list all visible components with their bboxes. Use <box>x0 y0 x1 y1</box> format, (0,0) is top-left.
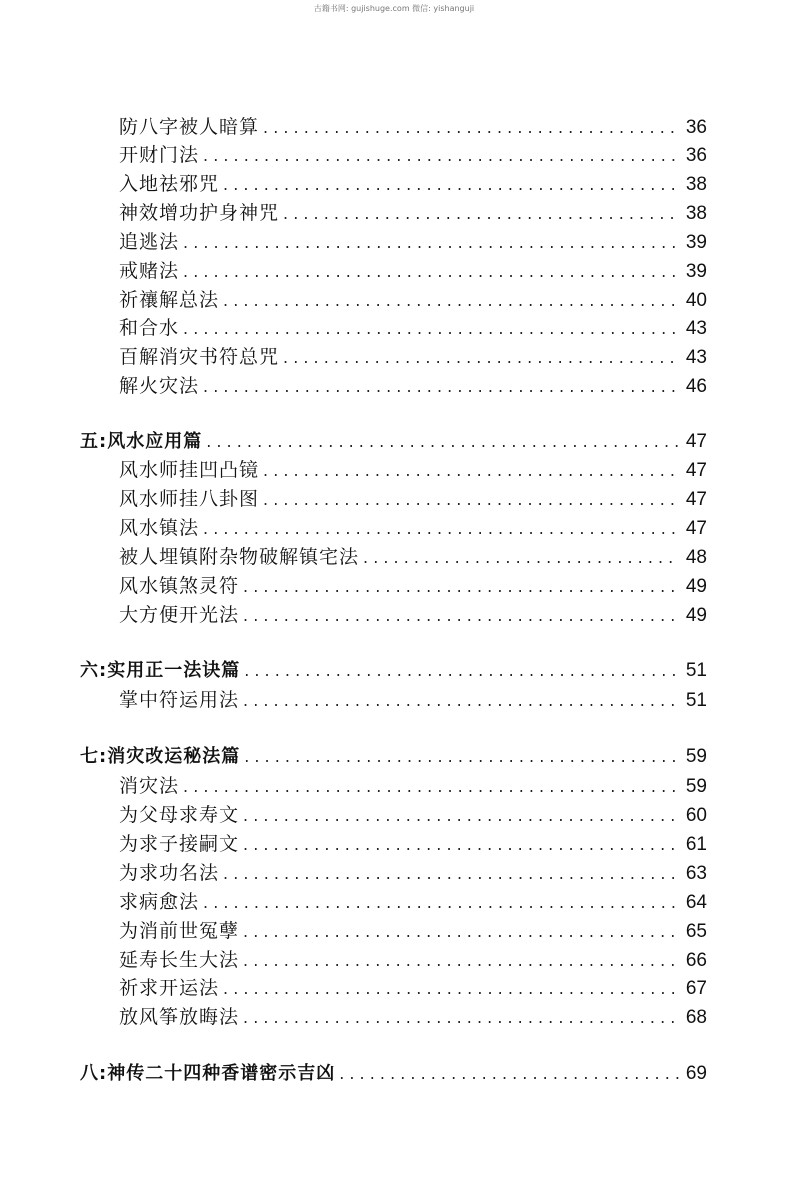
page-number: 51 <box>685 660 707 681</box>
entry-title: 延寿长生大法 <box>119 949 240 971</box>
toc-entry <box>119 514 707 542</box>
leader-dots <box>183 773 680 801</box>
page-number: 61 <box>685 834 707 855</box>
toc-entry <box>119 601 707 629</box>
page-number: 47 <box>685 518 707 539</box>
entry-title: 开财门法 <box>119 144 200 166</box>
page-number: 49 <box>685 605 707 626</box>
leader-dots <box>183 258 680 286</box>
toc-entry <box>119 485 707 513</box>
toc-section-heading <box>80 657 707 685</box>
page-number: 49 <box>685 576 707 597</box>
page-number: 38 <box>685 174 707 195</box>
leader-dots <box>223 287 680 315</box>
page-number: 59 <box>685 776 707 797</box>
toc-entry <box>119 888 707 916</box>
page-number: 40 <box>685 290 707 311</box>
toc-entry <box>119 228 707 256</box>
toc-entry <box>119 314 707 342</box>
entry-title: 入地祛邪咒 <box>119 173 220 195</box>
toc-entry <box>119 372 707 400</box>
entry-title: 祈禳解总法 <box>119 289 220 311</box>
entry-title: 防八字被人暗算 <box>119 116 260 138</box>
entry-title: 为求功名法 <box>119 862 220 884</box>
entry-title: 和合水 <box>119 317 180 339</box>
entry-title: 掌中符运用法 <box>119 689 240 711</box>
toc-entry <box>119 572 707 600</box>
toc-section-heading <box>80 428 707 456</box>
leader-dots <box>183 229 680 257</box>
page-number: 36 <box>685 117 707 138</box>
toc-entry <box>119 456 707 484</box>
leader-dots <box>339 1060 680 1088</box>
page-number: 48 <box>685 547 707 568</box>
toc-entry <box>119 686 707 714</box>
page-number: 47 <box>685 460 707 481</box>
leader-dots <box>283 344 680 372</box>
leader-dots <box>243 831 680 859</box>
leader-dots <box>263 114 680 142</box>
entry-title: 追逃法 <box>119 231 180 253</box>
page-number: 67 <box>685 978 707 999</box>
entry-title: 消灾法 <box>119 775 180 797</box>
toc-entry <box>119 286 707 314</box>
toc-entry <box>119 343 707 371</box>
entry-title: 风水师挂凹凸镜 <box>119 459 260 481</box>
page-number: 69 <box>685 1063 707 1084</box>
leader-dots <box>243 802 680 830</box>
entry-title: 祈求开运法 <box>119 977 220 999</box>
page-number: 39 <box>685 261 707 282</box>
toc-entry <box>119 974 707 1002</box>
page-number: 60 <box>685 805 707 826</box>
entry-title: 为求子接嗣文 <box>119 833 240 855</box>
leader-dots <box>203 515 680 543</box>
entry-title: 为消前世冤孽 <box>119 920 240 942</box>
entry-title: 戒赌法 <box>119 260 180 282</box>
leader-dots <box>243 1004 680 1032</box>
toc-entry <box>119 917 707 945</box>
entry-title: 大方便开光法 <box>119 604 240 626</box>
page-number: 43 <box>685 347 707 368</box>
page-number: 51 <box>685 690 707 711</box>
page-number: 68 <box>685 1007 707 1028</box>
toc-entry <box>119 170 707 198</box>
toc-entry <box>119 113 707 141</box>
leader-dots <box>363 544 680 572</box>
page-watermark: 古籍书网: gujishuge.com 微信: yishanguji <box>313 4 475 13</box>
leader-dots <box>244 657 680 685</box>
toc-entry <box>119 830 707 858</box>
page-number: 59 <box>685 746 707 767</box>
leader-dots <box>223 975 680 1003</box>
leader-dots <box>243 687 680 715</box>
leader-dots <box>243 573 680 601</box>
toc-entry <box>119 801 707 829</box>
section-title: 五:风水应用篇 <box>80 431 203 452</box>
page-number: 66 <box>685 950 707 971</box>
entry-title: 被人埋镇附杂物破解镇宅法 <box>119 546 360 568</box>
section-title: 七:消灾改运秘法篇 <box>80 746 241 767</box>
leader-dots <box>244 743 680 771</box>
entry-title: 风水师挂八卦图 <box>119 488 260 510</box>
page-number: 46 <box>685 376 707 397</box>
leader-dots <box>243 947 680 975</box>
page-number: 65 <box>685 921 707 942</box>
entry-title: 解火灾法 <box>119 375 200 397</box>
leader-dots <box>243 602 680 630</box>
leader-dots <box>203 373 680 401</box>
page-number: 36 <box>685 145 707 166</box>
toc-entry <box>119 543 707 571</box>
toc-entry <box>119 946 707 974</box>
toc-entry <box>119 257 707 285</box>
toc-entry <box>119 1003 707 1031</box>
leader-dots <box>183 315 680 343</box>
page-number: 38 <box>685 203 707 224</box>
leader-dots <box>223 171 680 199</box>
page-number: 39 <box>685 232 707 253</box>
section-title: 八:神传二十四种香谱密示吉凶 <box>80 1063 336 1084</box>
entry-title: 求病愈法 <box>119 891 200 913</box>
page-number: 63 <box>685 863 707 884</box>
toc-entry <box>119 859 707 887</box>
leader-dots <box>283 200 680 228</box>
leader-dots <box>203 889 680 917</box>
leader-dots <box>243 918 680 946</box>
toc-section-heading <box>80 743 707 771</box>
entry-title: 风水镇煞灵符 <box>119 575 240 597</box>
entry-title: 风水镇法 <box>119 517 200 539</box>
page-number: 43 <box>685 318 707 339</box>
page-number: 47 <box>685 489 707 510</box>
toc-entry <box>119 141 707 169</box>
leader-dots <box>223 860 680 888</box>
toc-entry <box>119 772 707 800</box>
leader-dots <box>263 486 680 514</box>
entry-title: 百解消灾书符总咒 <box>119 346 280 368</box>
entry-title: 神效增功护身神咒 <box>119 202 280 224</box>
entry-title: 为父母求寿文 <box>119 804 240 826</box>
page-number: 64 <box>685 892 707 913</box>
toc-entry <box>119 199 707 227</box>
section-title: 六:实用正一法诀篇 <box>80 660 241 681</box>
leader-dots <box>203 142 680 170</box>
leader-dots <box>263 457 680 485</box>
toc-section-heading <box>80 1060 707 1088</box>
leader-dots <box>206 428 680 456</box>
page-number: 47 <box>685 431 707 452</box>
entry-title: 放风筝放晦法 <box>119 1006 240 1028</box>
